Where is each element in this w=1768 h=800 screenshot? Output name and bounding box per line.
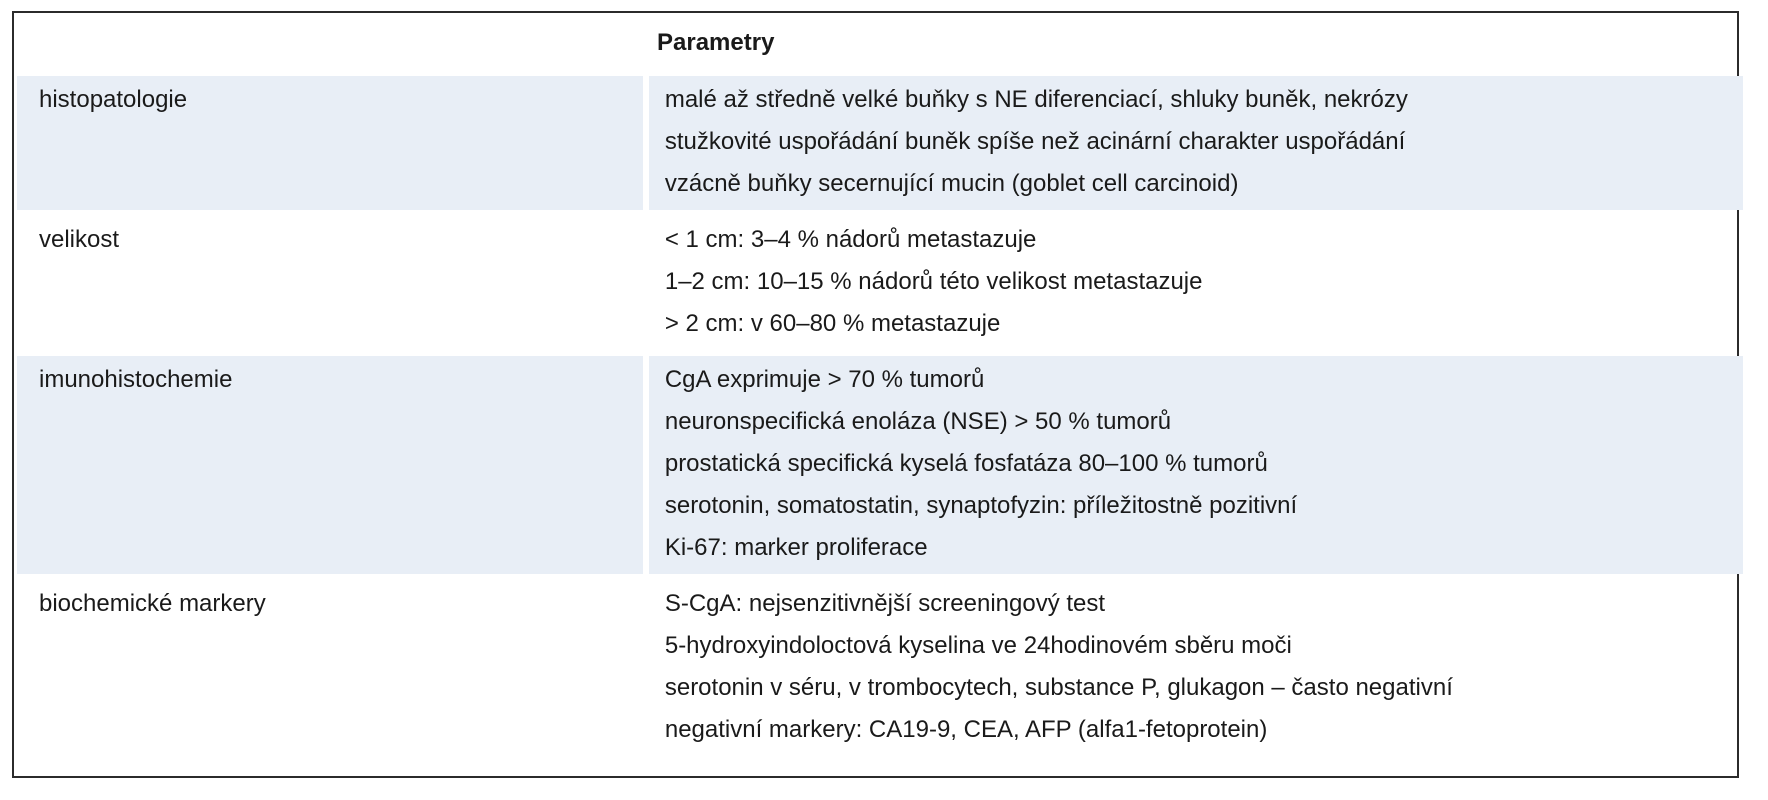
value-line: CgA exprimuje > 70 % tumorů [664,366,985,393]
value-line: stužkovité uspořádání buněk spíše než acinární charakter uspořádání [664,128,1406,155]
table-header-row [17,18,1743,70]
table-row [17,216,1743,350]
value-line: malé až středně velké buňky s NE diferenciací, shluky buněk, nekrózy [664,86,1408,113]
row-label: imunohistochemie [17,356,643,574]
value-line: > 2 cm: v 60–80 % metastazuje [664,310,1001,337]
value-line: negativní markery: CA19-9, CEA, AFP (alfa1-fetoprotein) [664,716,1268,743]
row-label: velikost [39,226,120,253]
value-line: serotonin v séru, v trombocytech, substance P, glukagon – často negativní [664,674,1453,701]
row-values [649,356,1743,574]
value-line: 1–2 cm: 10–15 % nádorů této velikost metastazuje [664,268,1203,295]
header-cell-parametry: Parametry [657,29,775,56]
parameters-table [17,18,1743,756]
row-label: biochemické markery [39,590,266,617]
table-row [17,356,1743,574]
value-line: Ki-67: marker proliferace [664,534,928,561]
value-line: prostatická specifická kyselá fosfatáza 80–100 % tumorů [664,450,1268,477]
value-line: < 1 cm: 3–4 % nádorů metastazuje [664,226,1037,253]
table-row [17,580,1743,756]
row-values [649,580,1743,756]
value-line: S-CgA: nejsenzitivnější screeningový test [664,590,1106,617]
value-line: neuronspecifická enoláza (NSE) > 50 % tumorů [664,408,1172,435]
value-line: vzácně buňky secernující mucin (goblet cell carcinoid) [664,170,1239,197]
row-values [649,76,1743,210]
value-line: 5-hydroxyindoloctová kyselina ve 24hodinovém sběru moči [664,632,1292,659]
table-row [17,76,1743,210]
row-values [649,216,1743,350]
row-label: histopatologie [17,76,643,210]
value-line: serotonin, somatostatin, synaptofyzin: příležitostně pozitivní [664,492,1298,519]
